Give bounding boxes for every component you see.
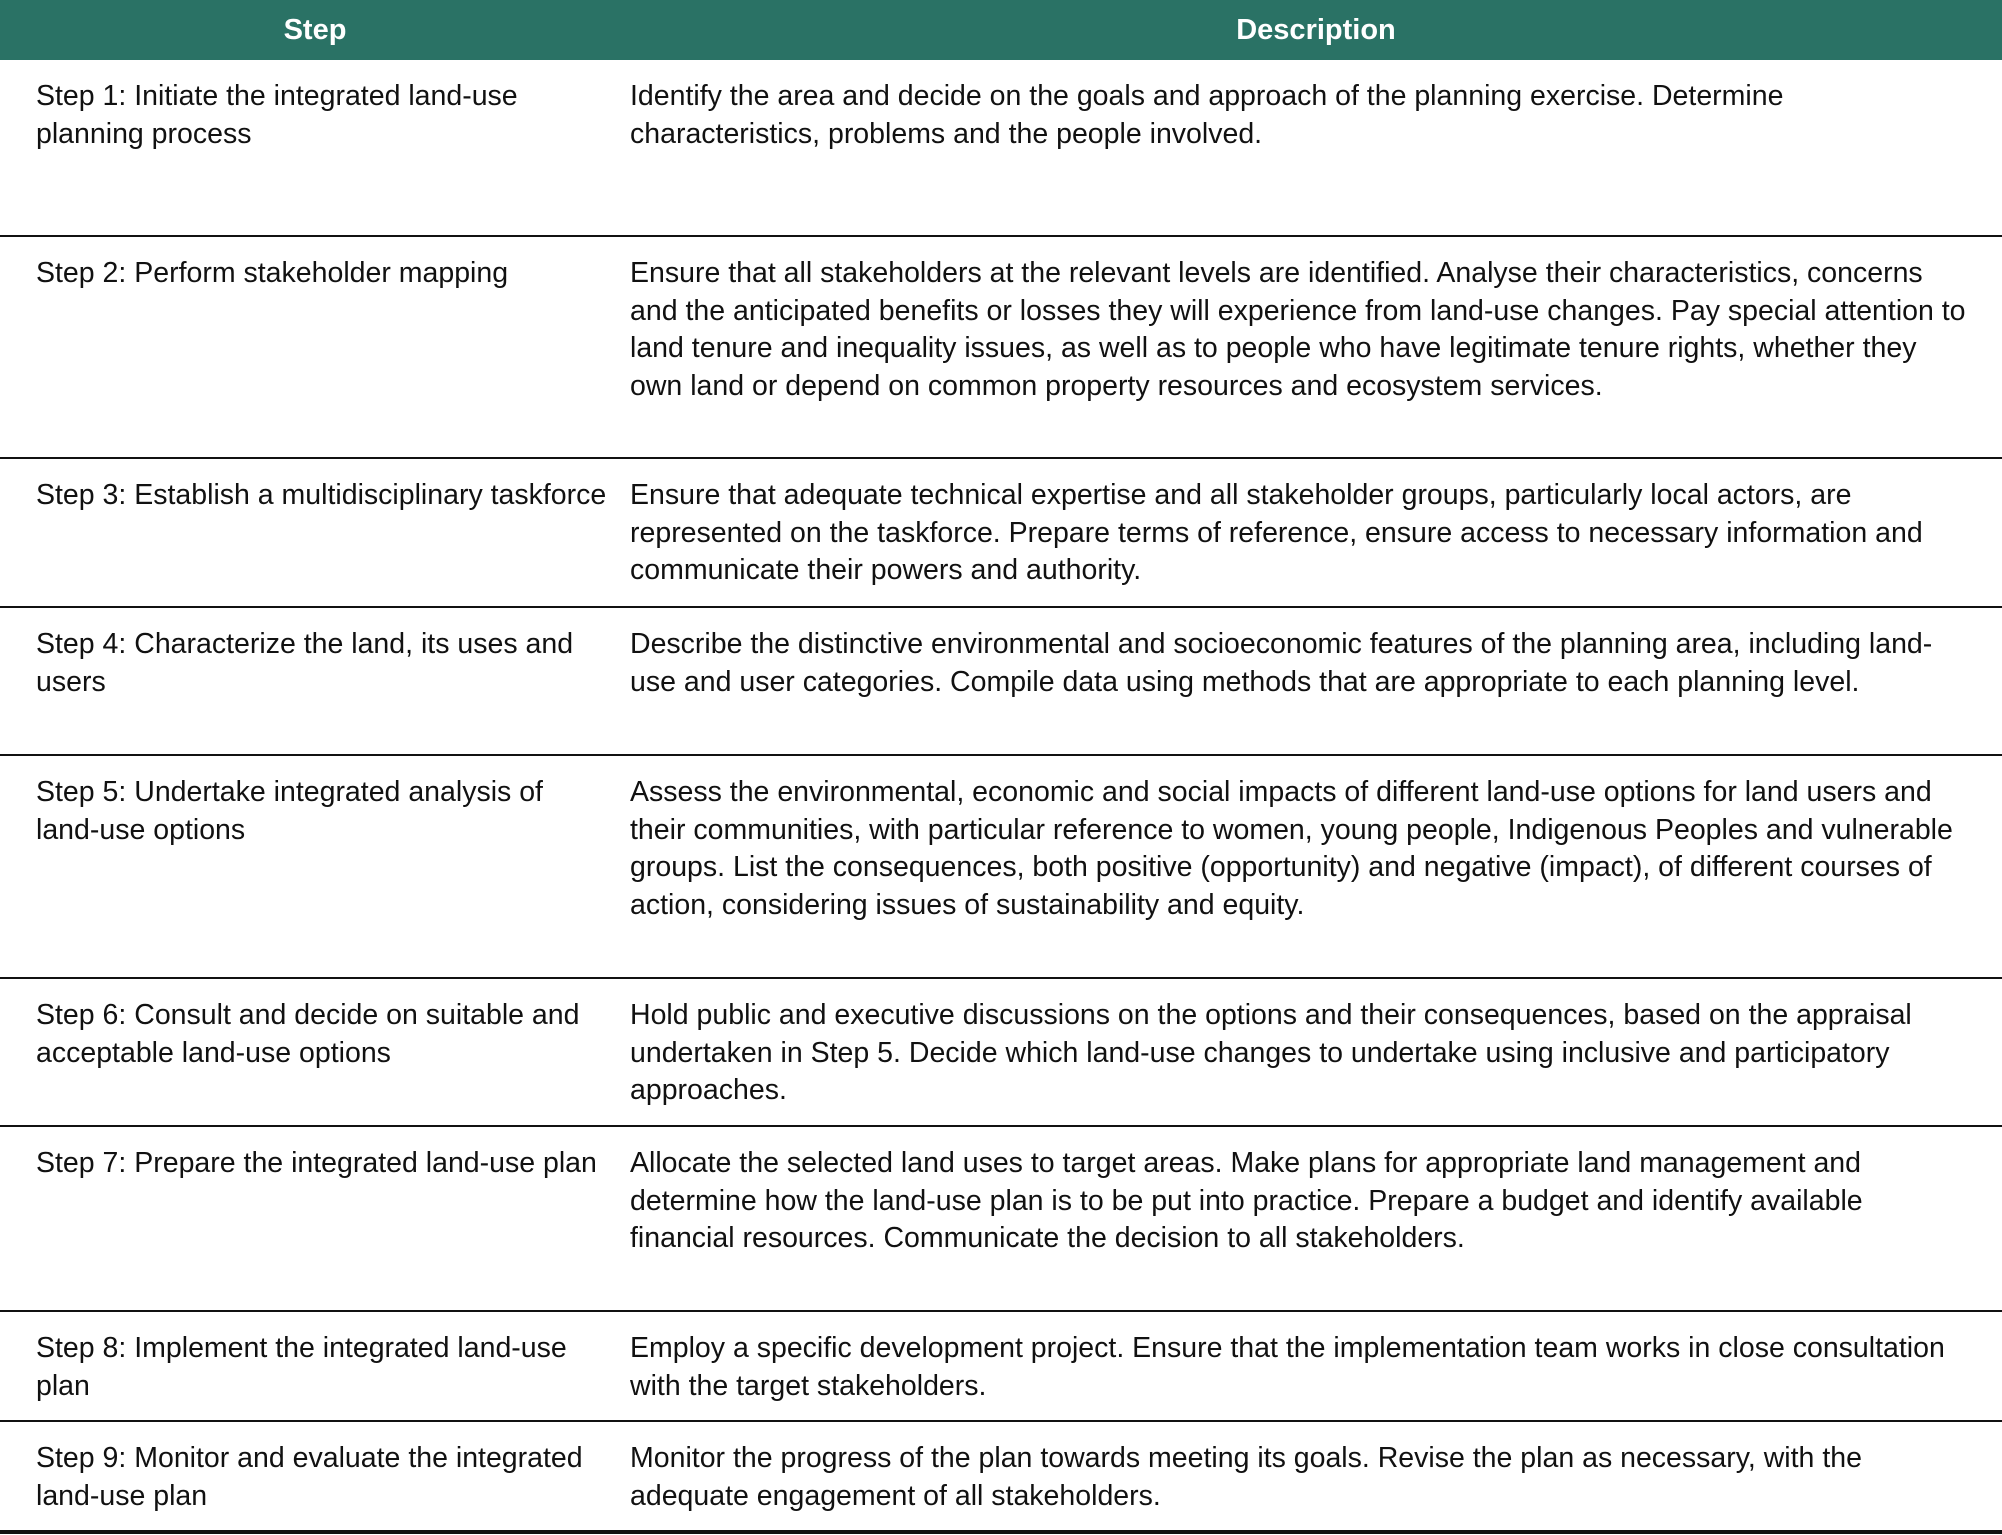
table-row [0,978,2002,1126]
step-cell: Step 6: Consult and decide on suitable and acceptable land-use options [0,978,630,1126]
step-cell: Step 4: Characterize the land, its uses and users [0,607,630,755]
description-cell: Ensure that all stakeholders at the relevant levels are identified. Analyse their characteristics, concerns and the anticipated benefits or losses they will experience from land-use changes. Pay special attention to land tenure and inequality issues, as well as to people who have legitimate tenure rights, whether they own land or depend on common property resources and ecosystem services. [630,236,2002,458]
table-row [0,458,2002,607]
description-cell: Hold public and executive discussions on the options and their consequences, based on the appraisal undertaken in Step 5. Decide which land-use changes to undertake using inclusive and participatory approaches. [630,978,2002,1126]
step-cell: Step 8: Implement the integrated land-use plan [0,1311,630,1421]
step-cell: Step 2: Perform stakeholder mapping [0,236,630,458]
step-cell: Step 3: Establish a multidisciplinary taskforce [0,458,630,607]
step-cell: Step 1: Initiate the integrated land-use planning process [0,60,630,236]
table-row [0,1126,2002,1311]
description-cell: Employ a specific development project. Ensure that the implementation team works in close consultation with the target stakeholders. [630,1311,2002,1421]
header-description: Description [630,0,2002,60]
description-cell: Identify the area and decide on the goals and approach of the planning exercise. Determine characteristics, problems and the people involved. [630,60,2002,236]
table-row [0,755,2002,978]
description-cell: Allocate the selected land uses to target areas. Make plans for appropriate land management and determine how the land-use plan is to be put into practice. Prepare a budget and identify available financial resources. Communicate the decision to all stakeholders. [630,1126,2002,1311]
description-cell: Describe the distinctive environmental and socioeconomic features of the planning area, including land-use and user categories. Compile data using methods that are appropriate to each planning level. [630,607,2002,755]
table-row [0,1311,2002,1421]
table-row [0,60,2002,236]
table-header [0,0,2002,60]
header-step: Step [0,0,630,60]
description-cell: Monitor the progress of the plan towards meeting its goals. Revise the plan as necessary, with the adequate engagement of all stakeholders. [630,1421,2002,1532]
description-cell: Ensure that adequate technical expertise and all stakeholder groups, particularly local actors, are represented on the taskforce. Prepare terms of reference, ensure access to necessary information and communicate their powers and authority. [630,458,2002,607]
step-cell: Step 7: Prepare the integrated land-use plan [0,1126,630,1311]
table-row [0,236,2002,458]
description-cell: Assess the environmental, economic and social impacts of different land-use options for land users and their communities, with particular reference to women, young people, Indigenous Peoples and vulnerable groups. List the consequences, both positive (opportunity) and negative (impact), of different courses of action, considering issues of sustainability and equity. [630,755,2002,978]
table-row [0,1421,2002,1532]
table-row [0,607,2002,755]
step-cell: Step 9: Monitor and evaluate the integrated land-use plan [0,1421,630,1532]
step-cell: Step 5: Undertake integrated analysis of land-use options [0,755,630,978]
